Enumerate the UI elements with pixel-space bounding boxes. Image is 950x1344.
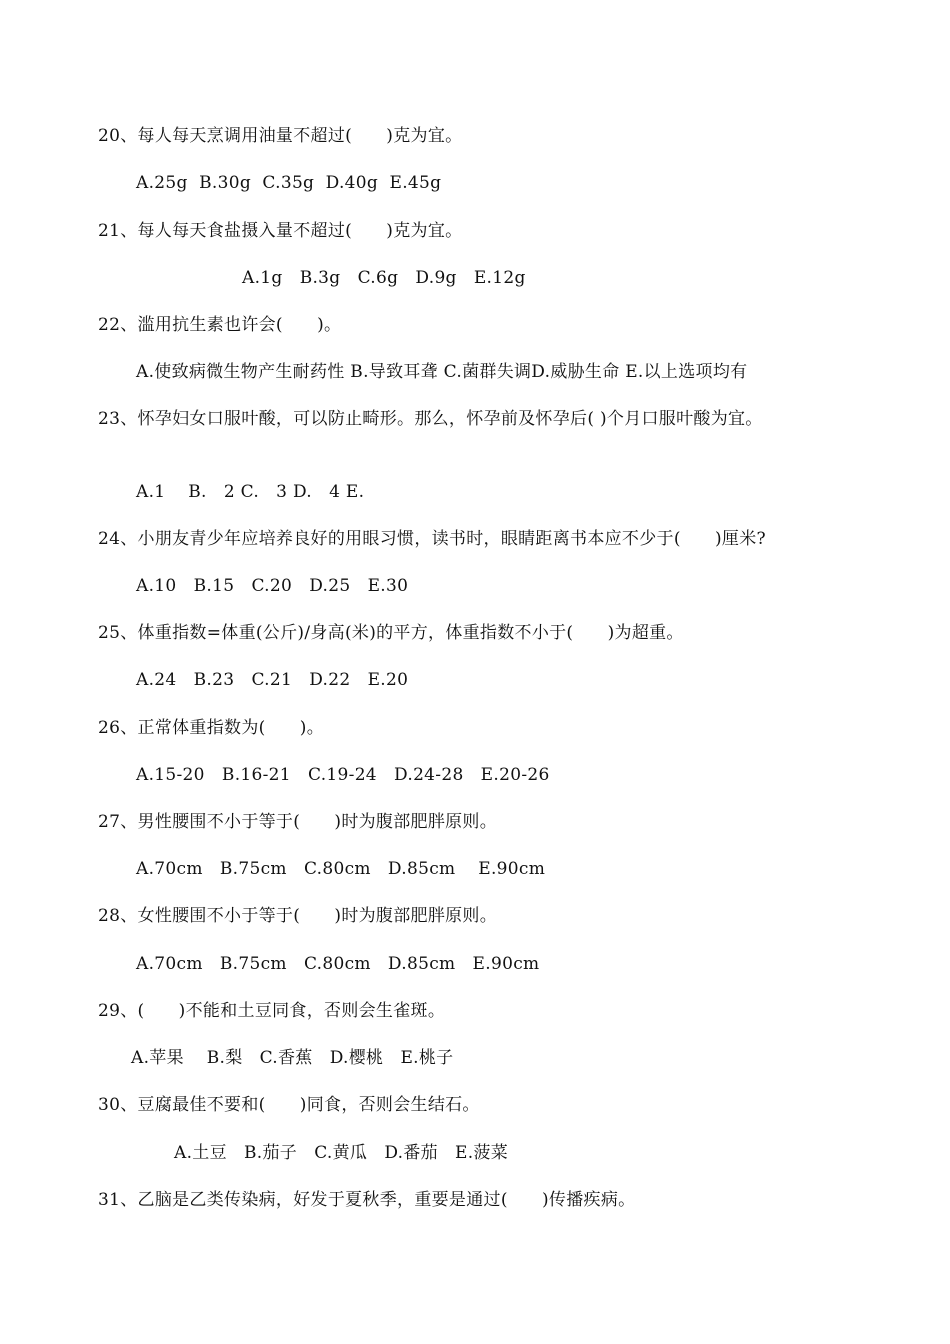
question-29-options: A.苹果 B.梨 C.香蕉 D.樱桃 E.桃子: [131, 1048, 454, 1068]
question-20-stem: 20、每人每天烹调用油量不超过( )克为宜。: [98, 126, 463, 146]
question-24-stem: 24、小朋友青少年应培养良好的用眼习惯，读书时，眼睛距离书本应不少于( )厘米?: [98, 529, 766, 549]
question-24-options: A.10 B.15 C.20 D.25 E.30: [136, 576, 409, 596]
question-22-options: A.使致病微生物产生耐药性 B.导致耳聋 C.菌群失调D.威胁生命 E.以上选项均有: [136, 362, 748, 382]
question-29-stem: 29、( )不能和土豆同食，否则会生雀斑。: [98, 1001, 446, 1021]
question-26-options: A.15-20 B.16-21 C.19-24 D.24-28 E.20-26: [136, 765, 550, 785]
question-21-stem: 21、每人每天食盐摄入量不超过( )克为宜。: [98, 221, 463, 241]
question-21-options: A.1g B.3g C.6g D.9g E.12g: [242, 268, 526, 288]
question-20-options: A.25g B.30g C.35g D.40g E.45g: [136, 173, 442, 193]
question-25-options: A.24 B.23 C.21 D.22 E.20: [136, 670, 409, 690]
question-28-stem: 28、女性腰围不小于等于( )时为腹部肥胖原则。: [98, 906, 498, 926]
question-26-stem: 26、正常体重指数为( )。: [98, 718, 325, 738]
question-30-stem: 30、豆腐最佳不要和( )同食，否则会生结石。: [98, 1095, 480, 1115]
question-27-stem: 27、男性腰围不小于等于( )时为腹部肥胖原则。: [98, 812, 498, 832]
question-23-stem: 23、怀孕妇女口服叶酸，可以防止畸形。那么，怀孕前及怀孕后( )个月口服叶酸为宜。: [98, 409, 763, 429]
question-28-options: A.70cm B.75cm C.80cm D.85cm E.90cm: [136, 954, 540, 974]
question-22-stem: 22、滥用抗生素也许会( )。: [98, 315, 342, 335]
question-23-options: A.1 B. 2 C. 3 D. 4 E.: [136, 482, 365, 502]
question-27-options: A.70cm B.75cm C.80cm D.85cm E.90cm: [136, 859, 546, 879]
question-30-options: A.土豆 B.茄子 C.黄瓜 D.番茄 E.菠菜: [174, 1143, 509, 1163]
question-31-stem: 31、乙脑是乙类传染病，好发于夏秋季，重要是通过( )传播疾病。: [98, 1190, 636, 1210]
question-25-stem: 25、体重指数=体重(公斤)/身高(米)的平方，体重指数不小于( )为超重。: [98, 623, 684, 643]
